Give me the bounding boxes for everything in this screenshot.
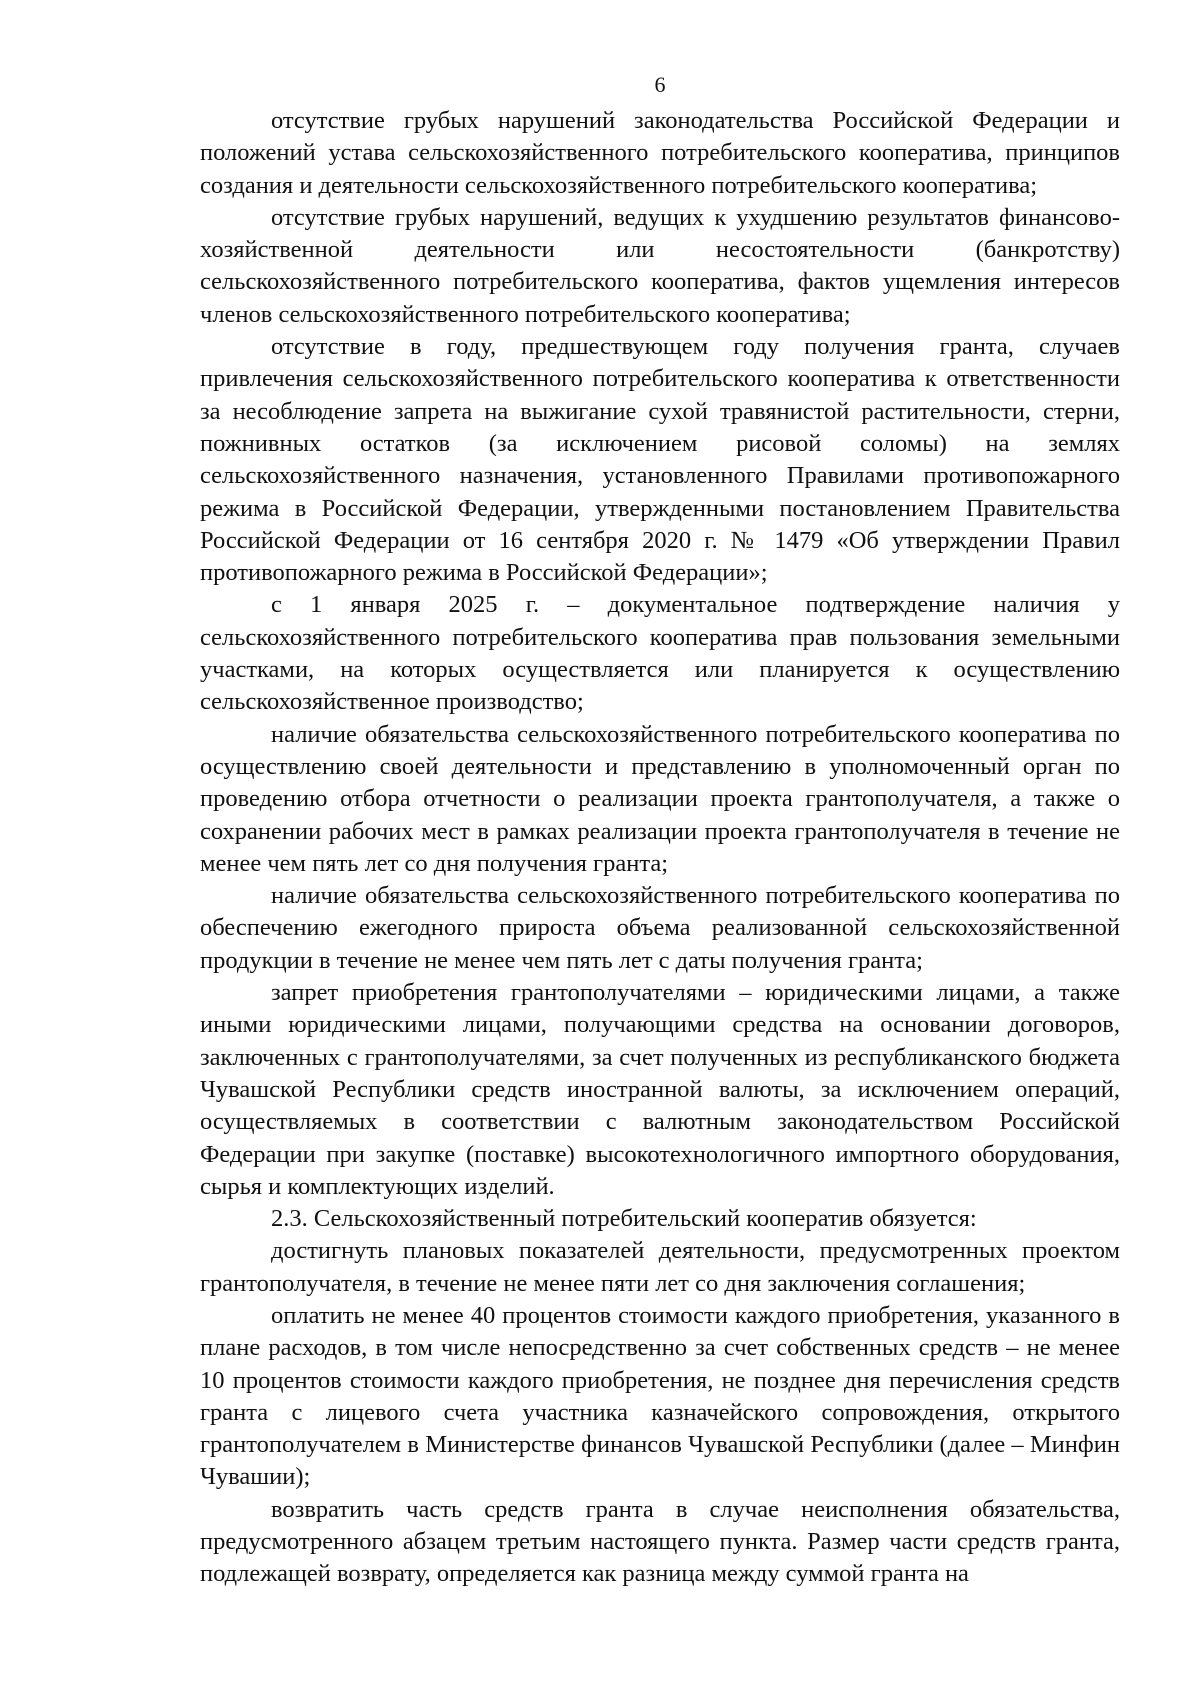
paragraph: отсутствие грубых нарушений, ведущих к ухудшению результатов финансово-хозяйственной деятельности или несостоятельности (банкротству) сельскохозяйственного потребительского кооператива, фактов ущемления интересов членов сельскохозяйственного потребительского кооператива; [200, 203, 1120, 328]
paragraph: наличие обязательства сельскохозяйственного потребительского кооператива по обеспечению ежегодного прироста объема реализованной сельскохозяйственной продукции в течение не менее чем пять лет с даты получения гранта; [200, 882, 1120, 974]
paragraph: отсутствие в году, предшествующем году получения гранта, случаев привлечения сельскохозяйственного потребительского кооператива к ответственности за несоблюдение запрета на выжигание сухой травянистой растительности, стерни, пожнивных остатков (за исключением рисовой соломы) на землях сельскохозяйственного назначения, установленного Правилами противопожарного режима в Российской Федерации, утвержденными постановлением Правительства Российской Федерации от 16 сентября 2020 г. № 1479 «Об утверждении Правил противопожарного режима в Российской Федерации»; [200, 333, 1120, 587]
paragraph: оплатить не менее 40 процентов стоимости каждого приобретения, указанного в плане расходов, в том числе непосредственно за счет собственных средств – не менее 10 процентов стоимости каждого приобретения, не позднее дня перечисления средств гранта с лицевого счета участника казначейского сопровождения, открытого грантополучателем в Министерстве финансов Чувашской Республики (далее – Минфин Чувашии); [200, 1301, 1120, 1491]
paragraph: с 1 января 2025 г. – документальное подтверждение наличия у сельскохозяйственного потребительского кооператива прав пользования земельными участками, на которых осуществляется или планируется к осуществлению сельскохозяйственное производство; [200, 591, 1120, 716]
paragraph: возвратить часть средств гранта в случае неисполнения обязательства, предусмотренного абзацем третьим настоящего пункта. Размер части средств гранта, подлежащей возврату, определяется как разница между суммой гранта на [200, 1495, 1120, 1588]
paragraph: запрет приобретения грантополучателями – юридическими лицами, а также иными юридическими лицами, получающими средства на основании договоров, заключенных с грантополучателями, за счет полученных из республиканского бюджета Чувашской Республики средств иностранной валюты, за исключением операций, осуществляемых в соответствии с валютным законодательством Российской Федерации при закупке (поставке) высокотехнологичного импортного оборудования, сырья и комплектующих изделий. [200, 979, 1120, 1200]
paragraph: отсутствие грубых нарушений законодательства Российской Федерации и положений устава сельскохозяйственного потребительского кооператива, принципов создания и деятельности сельскохозяйственного потребительского кооператива; [200, 107, 1120, 199]
paragraph: достигнуть плановых показателей деятельности, предусмотренных проектом грантополучателя, в течение не менее пяти лет со дня заключения соглашения; [200, 1237, 1120, 1297]
section-heading: 2.3. Сельскохозяйственный потребительский кооператив обязуется: [271, 1205, 977, 1233]
page-number: 6 [654, 72, 666, 97]
document-body [200, 105, 1120, 1591]
paragraph: наличие обязательства сельскохозяйственного потребительского кооператива по осуществлению своей деятельности и представлению в уполномоченный орган по проведению отбора отчетности о реализации проекта грантополучателя, а также о сохранении рабочих мест в рамках реализации проекта грантополучателя в течение не менее чем пять лет со дня получения гранта; [200, 720, 1120, 877]
